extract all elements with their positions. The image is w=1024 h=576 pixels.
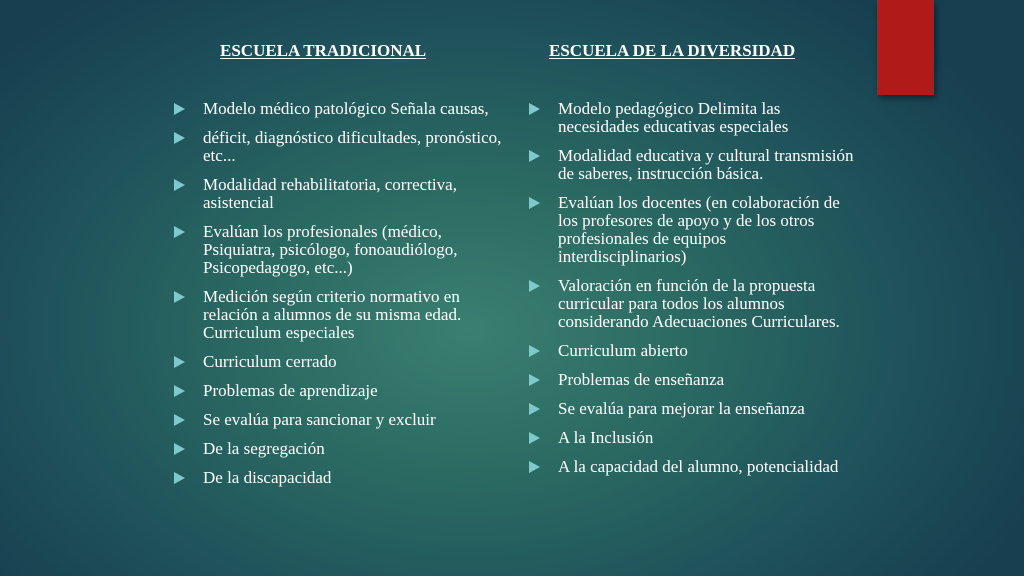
triangle-bullet-icon (174, 472, 185, 484)
list-item (527, 371, 857, 389)
triangle-bullet-icon (529, 197, 540, 209)
column-escuela-tradicional (172, 40, 502, 487)
list-item (527, 458, 857, 476)
triangle-bullet-icon (174, 226, 185, 238)
list-item (172, 129, 502, 165)
list-item (527, 147, 857, 183)
list-item-text: Modelo pedagógico Delimita las necesidades educativas especiales (558, 99, 789, 136)
triangle-bullet-icon (174, 443, 185, 455)
bullet-list (527, 100, 857, 487)
triangle-bullet-icon (174, 356, 185, 368)
list-item-text: Evalúan los docentes (en colaboración de los profesores de apoyo y de los otros profesionales de equipos interdisciplinarios) (558, 193, 840, 266)
list-item-text: De la segregación (203, 439, 325, 458)
triangle-bullet-icon (174, 179, 185, 191)
triangle-bullet-icon (174, 291, 185, 303)
list-item (172, 288, 502, 342)
triangle-bullet-icon (174, 414, 185, 426)
list-item-text: De la discapacidad (203, 468, 332, 487)
column-title: ESCUELA TRADICIONAL (220, 41, 427, 60)
list-item-text: Se evalúa para mejorar la enseñanza (558, 399, 805, 418)
list-item-text: Curriculum cerrado (203, 352, 337, 371)
list-item (527, 194, 857, 266)
list-item-text: A la capacidad del alumno, potencialidad (558, 457, 839, 476)
triangle-bullet-icon (529, 461, 540, 473)
list-item (172, 440, 502, 458)
list-item-text: Problemas de enseñanza (558, 370, 725, 389)
list-item (527, 429, 857, 447)
triangle-bullet-icon (529, 150, 540, 162)
list-item-text: Medición según criterio normativo en relación a alumnos de su misma edad. Curriculum especiales (203, 287, 462, 342)
list-item (172, 353, 502, 371)
column-escuela-diversidad (527, 40, 857, 476)
list-item-text: A la Inclusión (558, 428, 654, 447)
list-item-text: Problemas de aprendizaje (203, 381, 378, 400)
list-item (527, 277, 857, 331)
list-item-text: Modelo médico patológico Señala causas, (203, 99, 489, 118)
triangle-bullet-icon (529, 403, 540, 415)
list-item-text: Modalidad educativa y cultural transmisión de saberes, instrucción básica. (558, 146, 854, 183)
triangle-bullet-icon (529, 432, 540, 444)
list-item (172, 223, 502, 277)
triangle-bullet-icon (529, 103, 540, 115)
bullet-list (172, 100, 502, 498)
triangle-bullet-icon (529, 345, 540, 357)
decorative-red-bar (877, 0, 934, 95)
triangle-bullet-icon (174, 103, 185, 115)
list-item (527, 100, 857, 136)
list-item (172, 100, 502, 118)
column-title: ESCUELA DE LA DIVERSIDAD (549, 41, 796, 60)
list-item (527, 400, 857, 418)
triangle-bullet-icon (174, 132, 185, 144)
list-item (527, 342, 857, 360)
triangle-bullet-icon (529, 280, 540, 292)
list-item (172, 382, 502, 400)
list-item-text: Evalúan los profesionales (médico, Psiquiatra, psicólogo, fonoaudiólogo, Psicopedagogo, etc...) (203, 222, 458, 277)
triangle-bullet-icon (174, 385, 185, 397)
list-item (172, 469, 502, 487)
list-item-text: déficit, diagnóstico dificultades, pronóstico, etc... (203, 128, 502, 165)
list-item-text: Modalidad rehabilitatoria, correctiva, asistencial (203, 175, 457, 212)
list-item (172, 411, 502, 429)
list-item-text: Se evalúa para sancionar y excluir (203, 410, 436, 429)
triangle-bullet-icon (529, 374, 540, 386)
list-item-text: Valoración en función de la propuesta curricular para todos los alumnos considerando Adecuaciones Curriculares. (558, 276, 840, 331)
list-item (172, 176, 502, 212)
list-item-text: Curriculum abierto (558, 341, 688, 360)
